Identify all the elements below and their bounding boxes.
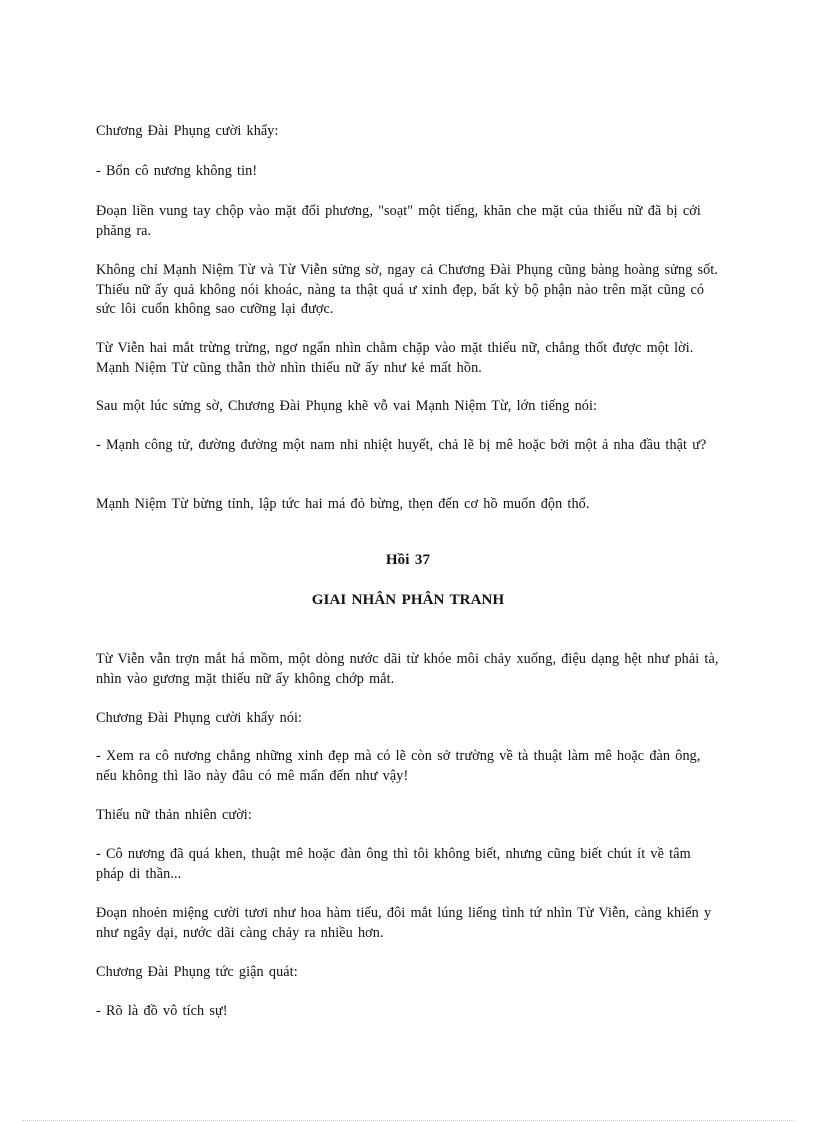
paragraph: - Bổn cô nương không tin! xyxy=(96,163,258,179)
paragraph: Từ Viễn hai mắt trừng trừng, ngơ ngẩn nhìn chằm chặp vào mặt thiếu nữ, chẳng thốt được một lời. Mạnh Niệm Từ cũng thẫn thờ nhìn thiếu nữ ấy như kẻ mất hồn. xyxy=(96,340,694,376)
paragraph: Chương Đài Phụng cười khẩy nói: xyxy=(96,710,303,726)
paragraph: Sau một lúc sửng sờ, Chương Đài Phụng khẽ vỗ vai Mạnh Niệm Từ, lớn tiếng nói: xyxy=(96,398,598,414)
page-bottom-divider xyxy=(22,1120,794,1121)
paragraph: Mạnh Niệm Từ bừng tỉnh, lập tức hai má đỏ bừng, thẹn đến cơ hồ muốn độn thổ. xyxy=(96,496,590,512)
paragraph: Không chỉ Mạnh Niệm Từ và Từ Viễn sửng sờ, ngay cả Chương Đài Phụng cũng bàng hoàng sửng sốt. Thiếu nữ ấy quả không nói khoác, nàng ta thật quá ư xinh đẹp, bất kỳ bộ phận nào trên mặt cũng có sức lôi cuốn không sao cưỡng lại được. xyxy=(96,262,718,318)
paragraph: - Rõ là đồ vô tích sự! xyxy=(96,1003,228,1019)
paragraph: Thiếu nữ thản nhiên cười: xyxy=(96,807,252,823)
paragraph: Từ Viễn vẫn trợn mắt há mồm, một dòng nước dãi từ khóe môi chảy xuống, điệu dạng hệt như phải tà, nhìn vào gương mặt thiếu nữ ấy không chớp mắt. xyxy=(96,651,719,687)
paragraph: - Xem ra cô nương chẳng những xinh đẹp mà có lẽ còn sở trường về tà thuật làm mê hoặc đàn ông, nếu không thì lão này đâu có mê mẩn đến như vậy! xyxy=(96,748,701,784)
chapter-title: GIAI NHÂN PHÂN TRANH xyxy=(311,592,505,608)
paragraph: - Mạnh công tử, đường đường một nam nhi nhiệt huyết, chả lẽ bị mê hoặc bởi một ả nha đầu thật ư? xyxy=(96,437,707,453)
paragraph: - Cô nương đã quá khen, thuật mê hoặc đàn ông thì tôi không biết, nhưng cũng biết chút ít về tâm pháp di thần... xyxy=(96,846,691,882)
paragraph: Đoạn nhoẻn miệng cười tươi như hoa hàm tiếu, đôi mắt lúng liếng tình tứ nhìn Từ Viễn, càng khiến y như ngây dại, nước dãi càng chảy ra nhiều hơn. xyxy=(96,905,712,941)
document-page xyxy=(96,0,720,1123)
chapter-number: Hồi 37 xyxy=(385,552,431,568)
paragraph: Chương Đài Phụng cười khẩy: xyxy=(96,123,279,139)
paragraph: Đoạn liền vung tay chộp vào mặt đối phương, "soạt" một tiếng, khăn che mặt của thiếu nữ đã bị cởi phăng ra. xyxy=(96,203,701,239)
paragraph: Chương Đài Phụng tức giận quát: xyxy=(96,964,298,980)
